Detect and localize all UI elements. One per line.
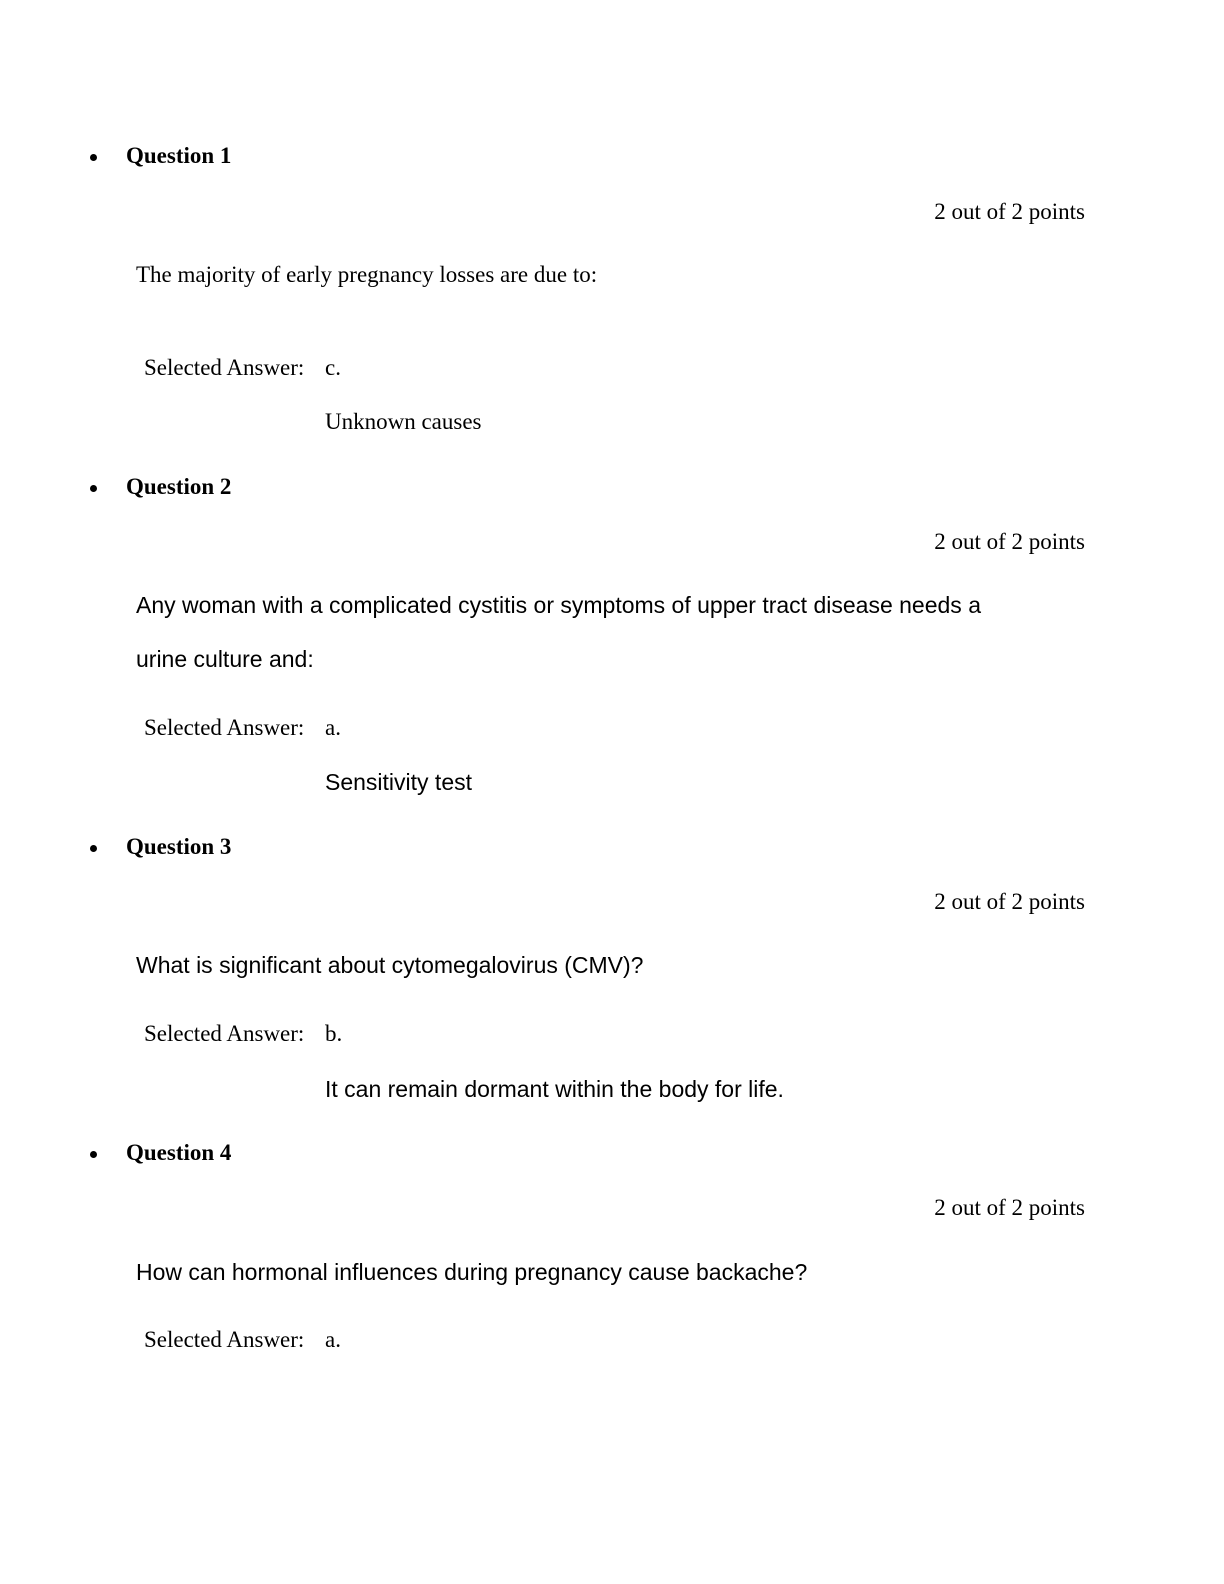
bullet-icon: [88, 151, 102, 165]
selected-answer-text: Unknown causes: [325, 409, 482, 434]
selected-answer-label: Selected Answer:: [144, 1021, 305, 1046]
selected-answer-label: Selected Answer:: [144, 1327, 305, 1352]
question-points: 2 out of 2 points: [934, 1195, 1085, 1220]
question-text: Any woman with a complicated cystitis or symptoms of upper tract disease needs a urine culture and:: [136, 592, 981, 672]
question-title: Question 1: [126, 143, 232, 168]
question-points: 2 out of 2 points: [934, 529, 1085, 554]
selected-answer-label: Selected Answer:: [144, 715, 305, 740]
question-points: 2 out of 2 points: [934, 889, 1085, 914]
selected-answer-text: Sensitivity test: [325, 769, 472, 795]
selected-answer-letter: a.: [325, 715, 341, 740]
selected-answer-label: Selected Answer:: [144, 355, 305, 380]
selected-answer-letter: b.: [325, 1021, 343, 1046]
selected-answer-letter: a.: [325, 1327, 341, 1352]
selected-answer-letter: c.: [325, 355, 341, 380]
selected-answer-text: It can remain dormant within the body for life.: [325, 1076, 784, 1102]
question-title: Question 3: [126, 834, 232, 859]
question-text: What is significant about cytomegalovirus (CMV)?: [136, 952, 644, 978]
bullet-icon: [88, 1148, 102, 1162]
question-title: Question 2: [126, 474, 232, 499]
question-title: Question 4: [126, 1140, 232, 1165]
question-points: 2 out of 2 points: [934, 199, 1085, 224]
question-text: How can hormonal influences during pregnancy cause backache?: [136, 1259, 808, 1285]
bullet-icon: [88, 842, 102, 856]
question-text: The majority of early pregnancy losses are due to:: [136, 262, 598, 287]
bullet-icon: [88, 482, 102, 496]
